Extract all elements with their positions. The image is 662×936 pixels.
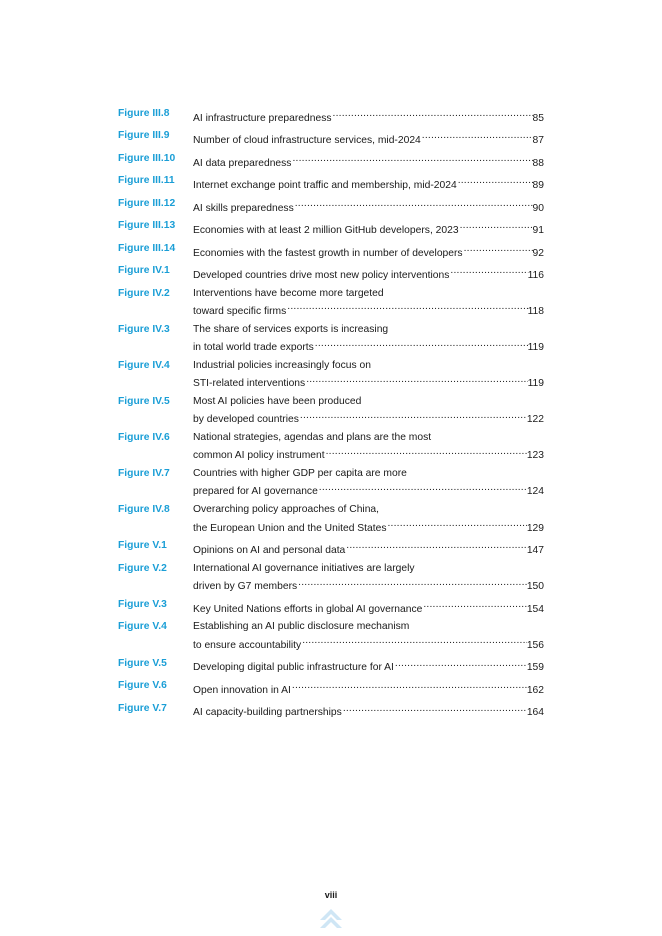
figure-title-text: toward specific firms: [193, 306, 287, 318]
figure-number[interactable]: Figure IV.7: [118, 468, 170, 480]
dot-leader: [325, 445, 527, 459]
figure-title: [193, 562, 544, 594]
dot-leader: [394, 657, 527, 671]
figure-title: [193, 287, 544, 319]
toc-entry[interactable]: [118, 287, 544, 319]
dot-leader: [332, 107, 533, 121]
figure-title-line: Establishing an AI public disclosure mechanism: [193, 621, 410, 633]
dot-leader: [305, 373, 527, 387]
figure-title: [193, 503, 544, 535]
list-of-figures: [118, 107, 544, 724]
toc-entry[interactable]: [118, 323, 544, 355]
toc-entry[interactable]: [118, 129, 544, 147]
figure-title: [193, 264, 544, 282]
dot-leader: [421, 129, 533, 143]
figure-title-line: International AI governance initiatives are largely: [193, 562, 415, 574]
figure-title: [193, 431, 544, 463]
figure-title: [193, 129, 544, 147]
page-reference[interactable]: 116: [527, 269, 544, 281]
figure-title: [193, 219, 544, 237]
page-reference[interactable]: 154: [526, 603, 544, 615]
figure-number[interactable]: Figure IV.8: [118, 504, 170, 516]
dot-leader: [297, 576, 527, 590]
dot-leader: [459, 219, 533, 233]
figure-number[interactable]: Figure V.7: [118, 702, 167, 714]
figure-title-line: [193, 657, 544, 675]
page-reference[interactable]: 88: [532, 157, 544, 169]
figure-title: [193, 467, 544, 499]
figure-title-line: The share of services exports is increasing: [193, 323, 389, 335]
figure-title-line: [193, 702, 544, 720]
dot-leader: [463, 242, 533, 256]
figure-number[interactable]: Figure III.10: [118, 152, 176, 164]
page-reference[interactable]: 119: [527, 378, 544, 390]
figure-title-text: prepared for AI governance: [193, 486, 318, 498]
page-reference[interactable]: 118: [527, 306, 544, 318]
figure-title-line: Most AI policies have been produced: [193, 396, 362, 408]
page-reference[interactable]: 162: [526, 684, 544, 696]
figure-number[interactable]: Figure IV.2: [118, 287, 170, 299]
figure-number[interactable]: Figure III.13: [118, 220, 176, 232]
toc-entry[interactable]: [118, 679, 544, 697]
figure-number[interactable]: Figure III.12: [118, 197, 176, 209]
figure-title: [193, 174, 544, 192]
figure-title-text: AI capacity-building partnerships: [193, 707, 342, 719]
figure-title-line: Countries with higher GDP per capita are more: [193, 468, 407, 480]
dot-leader: [299, 409, 527, 423]
page-reference[interactable]: 129: [526, 522, 544, 534]
dot-leader: [387, 517, 527, 531]
page-reference[interactable]: 123: [526, 450, 544, 462]
dot-leader: [422, 598, 526, 612]
figure-title-line: [193, 539, 544, 557]
page-reference[interactable]: 91: [532, 225, 544, 237]
figure-title-text: Internet exchange point traffic and membership, mid-2024: [193, 180, 457, 192]
figure-title-line: [193, 679, 544, 697]
figure-title-text: AI data preparedness: [193, 157, 292, 169]
figure-number[interactable]: Figure III.8: [118, 108, 170, 119]
toc-entry[interactable]: [118, 431, 544, 463]
figure-title-text: AI infrastructure preparedness: [193, 112, 332, 124]
page-reference[interactable]: 87: [532, 135, 544, 147]
figure-title-text: Economies with the fastest growth in number of developers: [193, 247, 463, 259]
figure-number[interactable]: Figure V.2: [118, 562, 167, 574]
figure-number[interactable]: Figure III.11: [118, 175, 175, 187]
figure-title-line: [193, 300, 544, 318]
figure-title-line: [193, 129, 544, 147]
page-reference[interactable]: 147: [526, 545, 544, 557]
dot-leader: [301, 634, 527, 648]
figure-title-text: Open innovation in AI: [193, 684, 291, 696]
figure-number[interactable]: Figure V.3: [118, 598, 167, 610]
figure-title: [193, 598, 544, 616]
page-reference[interactable]: 164: [526, 707, 544, 719]
figure-title-text: Economies with at least 2 million GitHub developers, 2023: [193, 225, 459, 237]
page-reference[interactable]: 150: [526, 581, 544, 593]
figure-title: [193, 620, 544, 652]
page-reference[interactable]: 90: [532, 202, 544, 214]
figure-title: [193, 242, 544, 260]
figure-title: [193, 395, 544, 427]
figure-title-line: [193, 598, 544, 616]
toc-entry[interactable]: [118, 702, 544, 720]
figure-title: [193, 197, 544, 215]
figure-title-line: [193, 481, 544, 499]
figure-title: [193, 679, 544, 697]
dot-leader: [345, 539, 527, 553]
figure-title-line: National strategies, agendas and plans are the most: [193, 432, 432, 444]
figure-title-line: Overarching policy approaches of China,: [193, 504, 380, 516]
figure-number[interactable]: Figure V.6: [118, 680, 167, 692]
figure-title-line: [193, 197, 544, 215]
figure-title-line: [193, 576, 544, 594]
toc-entry[interactable]: [118, 107, 544, 125]
toc-entry[interactable]: [118, 242, 544, 260]
figure-number[interactable]: Figure IV.5: [118, 396, 170, 408]
dot-leader: [457, 174, 533, 188]
page-reference[interactable]: 119: [527, 342, 544, 354]
dot-leader: [291, 679, 527, 693]
figure-number[interactable]: Figure V.5: [118, 657, 167, 669]
figure-title-line: [193, 152, 544, 170]
dot-leader: [294, 197, 533, 211]
figure-number[interactable]: Figure V.4: [118, 621, 167, 633]
toc-entry[interactable]: [118, 657, 544, 675]
figure-number[interactable]: Figure IV.6: [118, 432, 170, 444]
page-reference[interactable]: 92: [532, 247, 544, 259]
figure-title-text: the European Union and the United States: [193, 522, 387, 534]
figure-title-text: Number of cloud infrastructure services, mid-2024: [193, 135, 421, 147]
toc-entry[interactable]: [118, 197, 544, 215]
toc-entry[interactable]: [118, 467, 544, 499]
figure-number[interactable]: Figure IV.1: [118, 265, 170, 277]
toc-entry[interactable]: [118, 539, 544, 557]
figure-title: [193, 323, 544, 355]
figure-title-line: [193, 264, 544, 282]
figure-title-text: Developed countries drive most new policy interventions: [193, 269, 450, 281]
figure-title-line: [193, 409, 544, 427]
page-reference[interactable]: 122: [526, 414, 544, 426]
toc-entry[interactable]: [118, 174, 544, 192]
figure-number[interactable]: Figure IV.4: [118, 360, 170, 372]
figure-title-text: to ensure accountability: [193, 639, 302, 651]
page-reference[interactable]: 159: [526, 662, 544, 674]
toc-entry[interactable]: [118, 562, 544, 594]
toc-entry[interactable]: [118, 359, 544, 391]
figure-title: [193, 657, 544, 675]
figure-title: [193, 107, 544, 125]
figure-title-line: [193, 242, 544, 260]
figure-title-text: common AI policy instrument: [193, 450, 325, 462]
figure-title-line: [193, 337, 544, 355]
figure-title: [193, 539, 544, 557]
figure-title-line: [193, 174, 544, 192]
toc-entry[interactable]: [118, 219, 544, 237]
figure-title: [193, 702, 544, 720]
figure-title-line: [193, 445, 544, 463]
figure-title-line: Interventions have become more targeted: [193, 287, 384, 299]
figure-title-line: [193, 107, 544, 125]
dot-leader: [291, 152, 532, 166]
toc-entry[interactable]: [118, 264, 544, 282]
figure-number[interactable]: Figure III.14: [118, 242, 176, 254]
dot-leader: [314, 337, 528, 351]
chevron-up-icon[interactable]: [319, 908, 343, 930]
figure-title-text: AI skills preparedness: [193, 202, 294, 214]
page-reference[interactable]: 156: [526, 639, 544, 651]
figure-title-text: in total world trade exports: [193, 342, 314, 354]
figure-title-text: Key United Nations efforts in global AI governance: [193, 603, 423, 615]
figure-title-line: [193, 219, 544, 237]
figure-title: [193, 152, 544, 170]
figure-title-text: Developing digital public infrastructure for AI: [193, 662, 394, 674]
figure-title-line: [193, 373, 544, 391]
figure-number[interactable]: Figure III.9: [118, 130, 170, 142]
figure-title-line: [193, 517, 544, 535]
figure-number[interactable]: Figure V.1: [118, 540, 167, 552]
dot-leader: [449, 264, 527, 278]
dot-leader: [342, 702, 527, 716]
figure-title-text: Opinions on AI and personal data: [193, 545, 346, 557]
figure-title-text: STI-related interventions: [193, 378, 306, 390]
figure-title-line: [193, 634, 544, 652]
toc-entry[interactable]: [118, 395, 544, 427]
toc-entry[interactable]: [118, 620, 544, 652]
toc-entry[interactable]: [118, 503, 544, 535]
dot-leader: [318, 481, 527, 495]
figure-title: [193, 359, 544, 391]
figure-title-line: Industrial policies increasingly focus on: [193, 360, 371, 372]
page-number: viii: [324, 890, 338, 900]
toc-entry[interactable]: [118, 598, 544, 616]
figure-title-text: driven by G7 members: [193, 581, 298, 593]
figure-title-text: by developed countries: [193, 414, 299, 426]
dot-leader: [286, 300, 527, 314]
toc-entry[interactable]: [118, 152, 544, 170]
page-reference[interactable]: 89: [532, 180, 544, 192]
figure-number[interactable]: Figure IV.3: [118, 323, 170, 335]
page-reference[interactable]: 85: [532, 112, 544, 124]
page-reference[interactable]: 124: [526, 486, 544, 498]
